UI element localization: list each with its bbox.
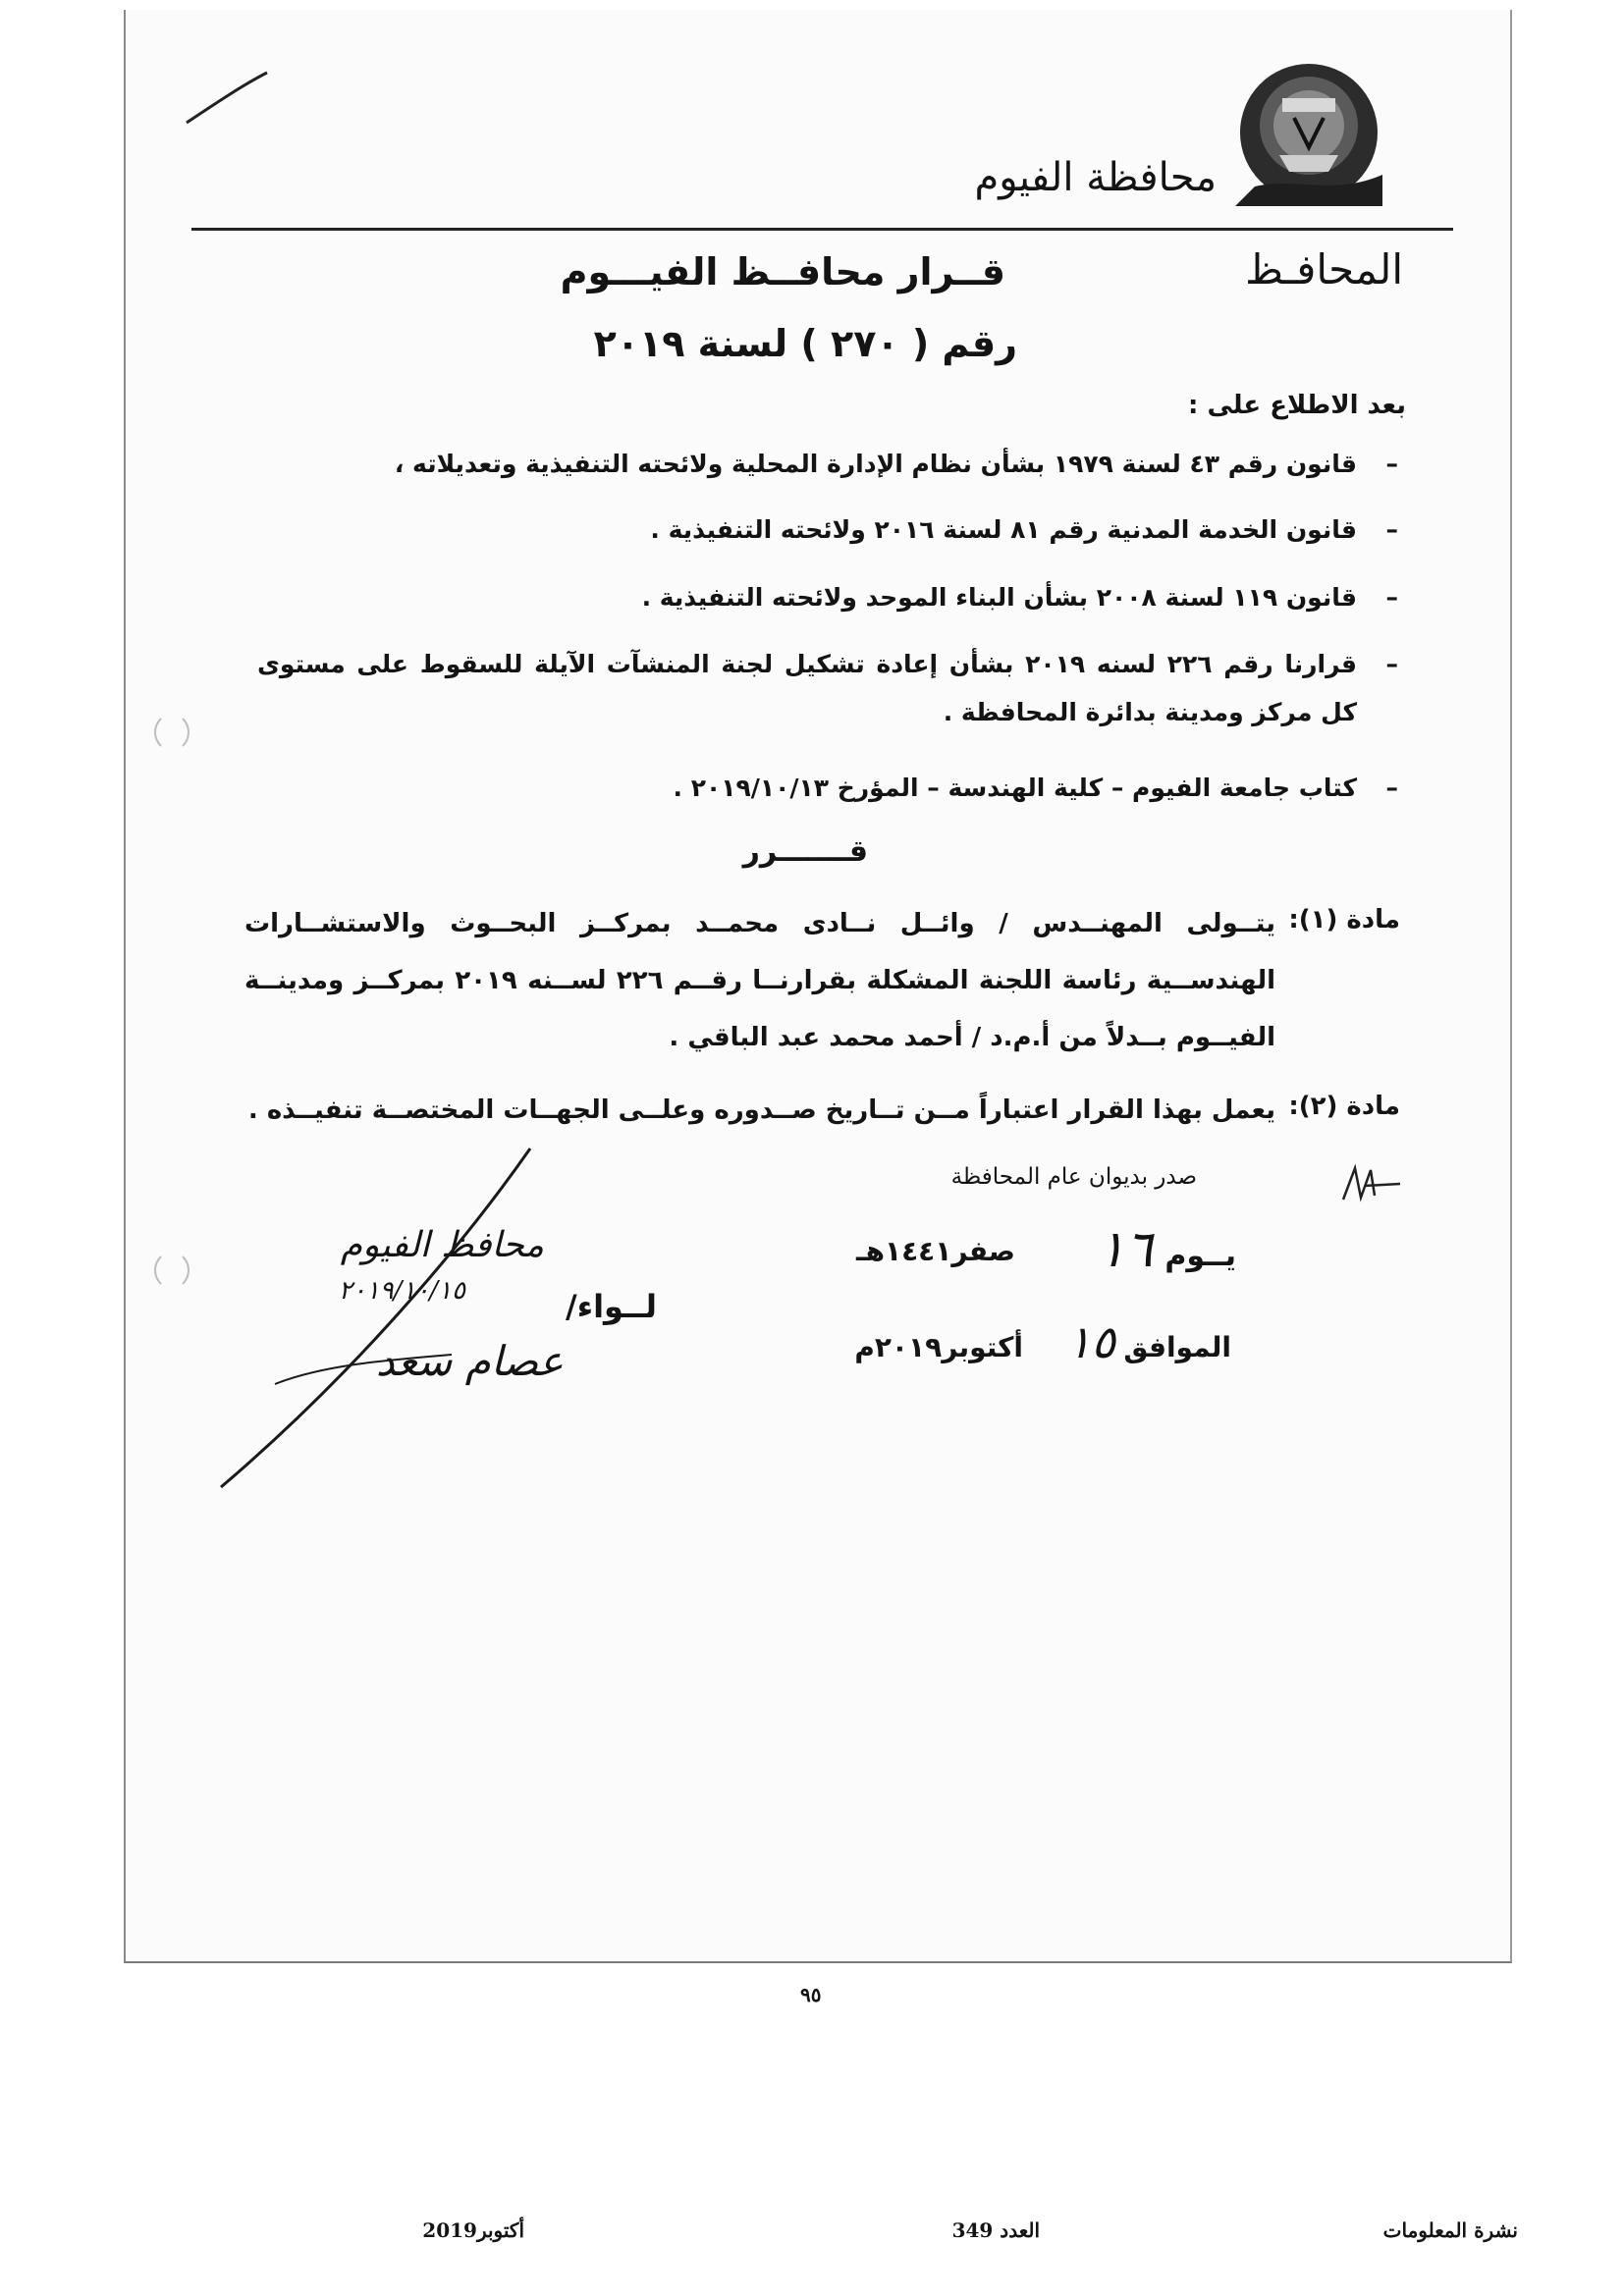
signature-name: عصام سعد — [375, 1337, 564, 1385]
signature-rank: لــواء/ — [566, 1288, 657, 1325]
day-gregorian-handwritten: ١٥ — [1066, 1315, 1115, 1368]
preamble-heading: بعد الاطلاع على : — [1188, 391, 1406, 420]
signature-stroke — [206, 1139, 560, 1502]
governorate-seal-logo — [1235, 59, 1382, 206]
issued-at: صدر بديوان عام المحافظة — [950, 1164, 1197, 1190]
page-number: ٩٥ — [800, 1983, 822, 2006]
day-label: يــوم — [1164, 1239, 1236, 1273]
reference-item: – كتاب جامعة الفيوم – كلية الهندسة – المؤرخ ٢٠١٩/١٠/١٣ . — [673, 774, 1398, 802]
reference-item: – قانون الخدمة المدنية رقم ٨١ لسنة ٢٠١٦ ولائحته التنفيذية . — [650, 515, 1398, 544]
governorate-name: محافظة الفيوم — [974, 155, 1217, 200]
footer-date: أكتوبر2019 — [422, 2218, 524, 2242]
reference-item: – قانون ١١٩ لسنة ٢٠٠٨ بشأن البناء الموحد ولائحته التنفيذية . — [641, 583, 1398, 612]
footer-issue: العدد 349 — [951, 2218, 1040, 2242]
initials-mark — [1335, 1160, 1404, 1209]
hijri-date: صفر١٤٤١هـ — [856, 1235, 1015, 1267]
reference-item: – قانون رقم ٤٣ لسنة ١٩٧٩ بشأن نظام الإدارة المحلية ولائحته التنفيذية وتعديلاته ، — [394, 450, 1398, 478]
decision-title: قــرار محافــظ الفيـــوم — [560, 250, 1005, 294]
office-title: المحافـظ — [1245, 245, 1403, 294]
punch-hole-mark — [147, 1251, 196, 1290]
signature-title: محافظ الفيوم — [340, 1225, 544, 1265]
decision-number: رقم ( ٢٧٠ ) لسنة ٢٠١٩ — [593, 322, 1017, 365]
header-divider — [191, 228, 1453, 231]
pen-stroke-decoration — [177, 69, 275, 137]
article-1-text: يتــولى المهنــدس / وائــل نــادى محمــد بمركــز البحــوث والاستشــارات الهندســية رئاسة اللجنة المشكلة بقرارنــا رقــم ٢٢٦ لســنه ٢٠١٩ بمركــز ومدينــة الفيــوم بــدلاً من أ.م.د / أحمد محمد عبد الباقي . — [244, 909, 1275, 1052]
punch-hole-mark — [147, 713, 196, 752]
decision-heading: قـــــــرر — [742, 834, 868, 869]
corresponding-label: الموافق — [1123, 1331, 1231, 1363]
signature-date: ٢٠١٩/١٠/١٥ — [338, 1276, 465, 1306]
article-2-text: يعمل بهذا القرار اعتباراً مــن تــاريخ صــدوره وعلــى الجهــات المختصــة تنفيــذه . — [247, 1095, 1275, 1125]
article-1-label: مادة (١): — [1288, 905, 1400, 934]
footer-publication: نشرة المعلومات — [1382, 2218, 1518, 2242]
reference-item: – قرارنا رقم ٢٢٦ لسنه ٢٠١٩ بشأن إعادة تشكيل لجنة المنشآت الآيلة للسقوط على مستوى كل مركز ومدينة بدائرة المحافظة . — [257, 650, 1398, 726]
gregorian-date: أكتوبر٢٠١٩م — [854, 1331, 1023, 1363]
article-2-label: مادة (٢): — [1288, 1092, 1400, 1121]
day-hijri-handwritten: ١٦ — [1098, 1220, 1153, 1279]
